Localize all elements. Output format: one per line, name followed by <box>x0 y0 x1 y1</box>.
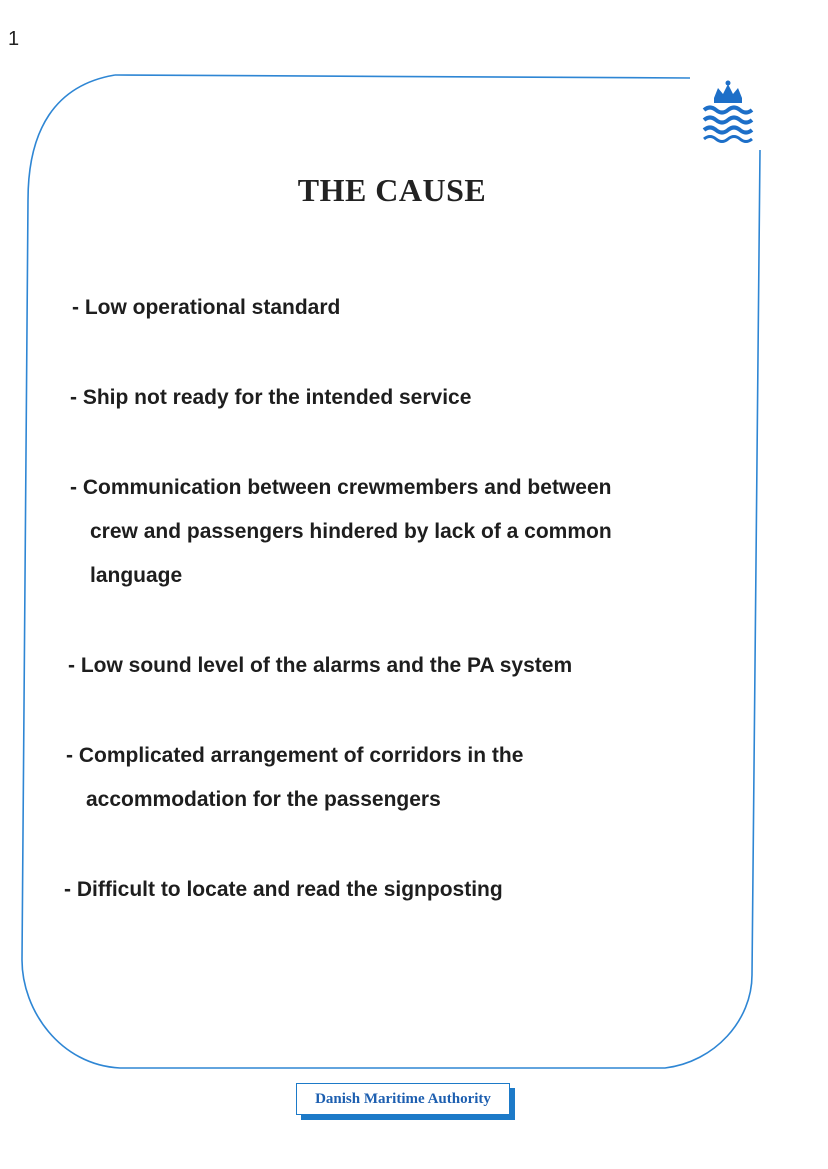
crown-waves-icon <box>700 78 756 144</box>
cause-item-continued: crew and passengers hindered by lack of a common <box>90 520 612 543</box>
footer-label: Danish Maritime Authority <box>296 1083 510 1115</box>
page-title: THE CAUSE <box>297 172 487 208</box>
corner-mark: 1 <box>8 28 20 50</box>
cause-item: - Low operational standard <box>72 296 341 319</box>
cause-item: - Low sound level of the alarms and the PA system <box>68 654 573 677</box>
cause-item: - Communication between crewmembers and between <box>70 476 612 499</box>
cause-item: - Complicated arrangement of corridors in the <box>66 744 524 767</box>
cause-item-continued: language <box>90 564 183 587</box>
cause-item: - Difficult to locate and read the signposting <box>64 878 503 901</box>
cause-item-continued: accommodation for the passengers <box>86 788 441 811</box>
cause-item: - Ship not ready for the intended service <box>70 386 472 409</box>
